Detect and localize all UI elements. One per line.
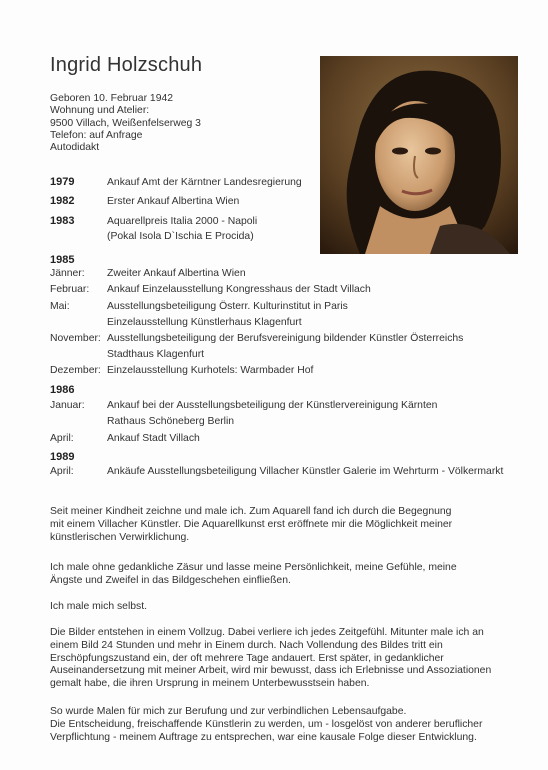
paragraph-line: künstlerischen Verwirklichung. [50, 531, 190, 543]
paragraph-4 [50, 627, 500, 691]
year-1979: 1979 [50, 176, 75, 188]
entry-1983-line2: (Pokal Isola D`Ischia E Procida) [107, 231, 254, 242]
label-1985-dezember: Dezember: [50, 365, 101, 376]
entry-1986-april: Ankauf Stadt Villach [107, 433, 200, 444]
bio-block [50, 93, 201, 154]
paragraph-line: Ich male mich selbst. [50, 601, 148, 612]
year-1986: 1986 [50, 384, 75, 396]
entry-1982: Erster Ankauf Albertina Wien [107, 196, 240, 207]
year-1989: 1989 [50, 451, 75, 463]
paragraph-line: Ängste und Zweifel in das Bildgeschehen einfließen. [50, 574, 291, 586]
entry-1985-jaenner: Zweiter Ankauf Albertina Wien [107, 268, 246, 279]
entry-1979: Ankauf Amt der Kärntner Landesregierung [107, 177, 302, 188]
paragraph-line: Die Bilder entstehen in einem Vollzug. Dabei verliere ich jedes Zeitgefühl. Mitunter male ich an [50, 627, 484, 638]
paragraph-line: einem Bild 24 Stunden und mehr in Einem durch. Nach Vollendung des Bildes tritt ein [50, 639, 443, 651]
paragraph-line: So wurde Malen für mich zur Berufung und zur verbindlichen Lebensaufgabe. [50, 706, 407, 717]
entry-1985-november-line1: Ausstellungsbeteiligung der Berufsvereinigung bildender Künstler Österreichs [107, 333, 464, 344]
label-1985-februar: Februar: [50, 284, 90, 295]
paragraph-line: Erschöpfungszustand ein, der oft mehrere Tage andauert. Erst später, in gedanklicher [50, 652, 444, 664]
label-1986-april: April: [50, 433, 74, 444]
label-1985-jaenner: Jänner: [50, 268, 85, 279]
paragraph-line: mit einem Villacher Künstler. Die Aquarellkunst erst eröffnete mir die Möglichkeit meiner [50, 518, 453, 530]
entry-1986-januar-line1: Ankauf bei der Ausstellungsbeteiligung der Künstlervereinigung Kärnten [107, 400, 438, 411]
paragraph-line: Verpflichtung - meinem Auftrage zu entsprechen, war eine kausale Folge dieser Entwicklung. [50, 731, 477, 743]
portrait-image [320, 56, 518, 254]
label-1986-januar: Januar: [50, 400, 85, 411]
year-1982: 1982 [50, 195, 75, 207]
entry-1989-april: Ankäufe Ausstellungsbeteiligung Villacher Künstler Galerie im Wehrturm - Völkermarkt [107, 466, 504, 477]
entry-1986-januar-line2: Rathaus Schöneberg Berlin [107, 416, 235, 427]
paragraph-2 [50, 562, 500, 588]
label-1985-november: November: [50, 333, 101, 344]
portrait-photo [320, 56, 518, 254]
page-title: Ingrid Holzschuh [50, 54, 203, 76]
year-1983: 1983 [50, 215, 75, 227]
paragraph-1 [50, 506, 500, 544]
entry-1985-dezember: Einzelausstellung Kurhotels: Warmbader Hof [107, 365, 314, 376]
label-1985-mai: Mai: [50, 301, 70, 312]
address-line: 9500 Villach, Weißenfelserweg 3 [50, 117, 201, 129]
paragraph-5 [50, 706, 500, 744]
entry-1985-mai-line1: Ausstellungsbeteiligung Österr. Kulturinstitut in Paris [107, 301, 348, 312]
paragraph-line: gemalt habe, die ihren Ursprung in meinem Unterbewusstsein haben. [50, 678, 370, 690]
autodidact-line: Autodidakt [50, 142, 100, 154]
residence-label: Wohnung und Atelier: [50, 105, 150, 117]
paragraph-line: Die Entscheidung, freischaffende Künstlerin zu werden, um - losgelöst von anderer beruflicher [50, 718, 483, 730]
paragraph-line: Ich male ohne gedankliche Zäsur und lasse meine Persönlichkeit, meine Gefühle, meine [50, 562, 457, 573]
entry-1985-mai-line2: Einzelausstellung Künstlerhaus Klagenfurt [107, 317, 302, 328]
birth-line: Geboren 10. Februar 1942 [50, 93, 174, 104]
label-1989-april: April: [50, 466, 74, 477]
entry-1985-februar: Ankauf Einzelausstellung Kongresshaus der Stadt Villach [107, 284, 371, 295]
entry-1985-november-line2: Stadthaus Klagenfurt [107, 349, 205, 360]
entry-1983-line1: Aquarellpreis Italia 2000 - Napoli [107, 216, 258, 227]
paragraph-line: Seit meiner Kindheit zeichne und male ich. Zum Aquarell fand ich durch die Begegnung [50, 506, 452, 517]
paragraph-3 [50, 601, 500, 614]
paragraph-line: Auseinandersetzung mit meiner Arbeit, wird mir bewusst, dass ich Erlebnisse und Assoziationen [50, 665, 492, 677]
phone-line: Telefon: auf Anfrage [50, 129, 143, 141]
year-1985: 1985 [50, 254, 75, 266]
